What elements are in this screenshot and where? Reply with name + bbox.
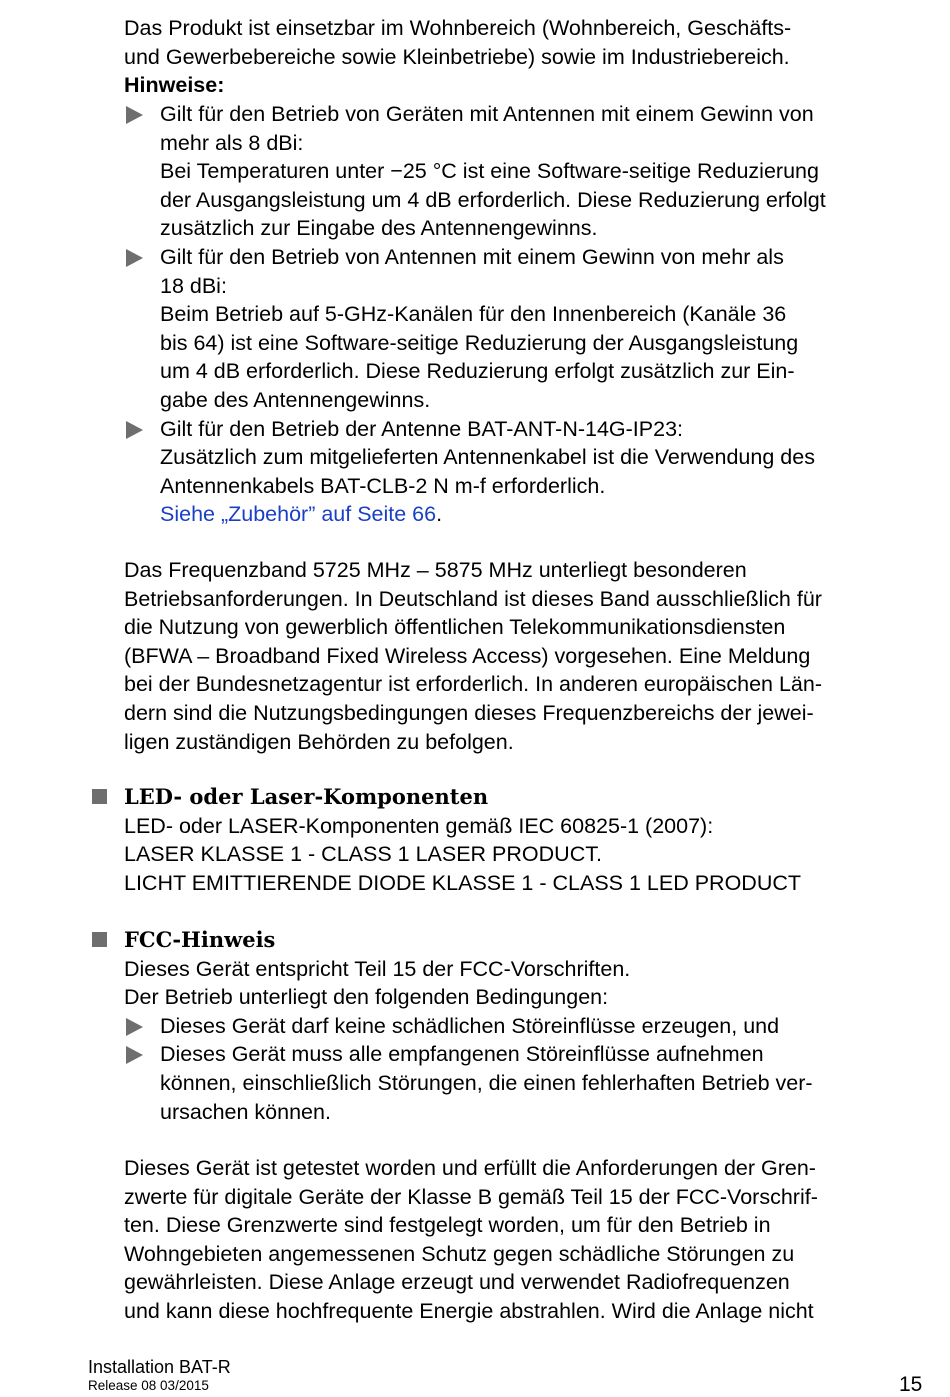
hinweis-line: Bei Temperaturen unter −25 °C ist eine Software-seitige Reduzierung [160,159,819,184]
fcc-line: Der Betrieb unterliegt den folgenden Bedingungen: [124,985,609,1010]
square-bullet-icon [92,932,107,947]
hinweis-line: um 4 dB erforderlich. Diese Reduzierung erfolgt zusätzlich zur Ein- [160,359,795,384]
page-footer [88,1356,231,1394]
hinweis-line: 18 dBi: [160,273,227,298]
led-line: LICHT EMITTIERENDE DIODE KLASSE 1 - CLASS 1 LED PRODUCT [124,870,802,895]
paragraph-line: Wohngebieten angemessenen Schutz gegen schädliche Störungen zu [124,1241,795,1266]
triangle-bullet-icon [126,106,143,124]
hinweis-line: zusätzlich zur Eingabe des Antennengewinns. [160,216,598,241]
cross-reference-line [160,500,924,529]
paragraph-line: ten. Diese Grenzwerte sind festgelegt worden, um für den Betrieb in [124,1213,771,1238]
hinweis-line: bis 64) ist eine Software-seitige Reduzierung der Ausgangsleistung [160,330,799,355]
hinweis-line: Antennenkabels BAT-CLB-2 N m-f erforderlich. [160,473,606,498]
hinweise-label: Hinweise: [124,73,225,98]
led-section [124,783,924,897]
link-suffix: . [436,502,443,527]
hinweis-line: Beim Betrieb auf 5-GHz-Kanälen für den Innenbereich (Kanäle 36 [160,302,787,327]
square-bullet-icon [92,789,107,804]
frequency-paragraph [124,556,924,756]
paragraph-line: ligen zuständigen Behörden zu befolgen. [124,729,514,754]
intro-line: und Gewerbebereiche sowie Kleinbetriebe) sowie im Industriebereich. [124,44,790,69]
footer-release: Release 08 03/2015 [88,1378,209,1393]
paragraph-line: und kann diese hochfrequente Energie abstrahlen. Wird die Anlage nicht [124,1298,814,1323]
triangle-bullet-icon [126,421,143,439]
page-number: 15 [899,1373,923,1396]
hinweis-line: der Ausgangsleistung um 4 dB erforderlich. Diese Reduzierung erfolgt [160,187,826,212]
paragraph-line: zwerte für digitale Geräte der Klasse B gemäß Teil 15 der FCC-Vorschrif- [124,1184,818,1209]
footer-title: Installation BAT-R [88,1357,231,1377]
hinweis-item [124,100,924,243]
paragraph-line: Betriebsanforderungen. In Deutschland ist dieses Band ausschließlich für [124,586,822,611]
hinweis-line: Gilt für den Betrieb von Geräten mit Antennen mit einem Gewinn von [160,102,814,126]
triangle-bullet-icon [126,1046,143,1064]
hinweis-line: Zusätzlich zum mitgelieferten Antennenkabel ist die Verwendung des [160,445,815,470]
section-title: LED- oder Laser-Komponenten [124,784,489,809]
fcc-condition-line: Dieses Gerät muss alle empfangenen Störeinflüsse aufnehmen [160,1042,764,1067]
paragraph-line: Das Frequenzband 5725 MHz – 5875 MHz unterliegt besonderen [124,558,747,582]
triangle-bullet-icon [126,249,143,267]
fcc-condition-line: können, einschließlich Störungen, die einen fehlerhaften Betrieb ver- [160,1070,813,1095]
zubehoer-link[interactable]: Siehe „Zubehör” auf Seite 66 [160,502,437,527]
intro-block [124,14,924,100]
fcc-section-heading [124,926,924,955]
led-section-heading [124,783,924,812]
hinweis-line: gabe des Antennengewinns. [160,387,431,412]
fcc-condition-line: ursachen können. [160,1099,331,1124]
fcc-paragraph [124,1154,924,1326]
paragraph-line: bei der Bundesnetzagentur ist erforderlich. In anderen europäischen Län- [124,672,823,697]
hinweis-item [124,243,924,415]
fcc-condition-line: Dieses Gerät darf keine schädlichen Störeinflüsse erzeugen, und [160,1013,780,1038]
hinweise-list [124,100,924,529]
hinweis-line: mehr als 8 dBi: [160,130,304,155]
paragraph-line: Dieses Gerät ist getestet worden und erfüllt die Anforderungen der Gren- [124,1156,816,1180]
paragraph-line: die Nutzung von gewerblich öffentlichen Telekommunikationsdiensten [124,615,786,640]
fcc-condition-item [124,1040,924,1126]
hinweis-line: Gilt für den Betrieb der Antenne BAT-ANT-N-14G-IP23: [160,416,684,441]
fcc-line: Dieses Gerät entspricht Teil 15 der FCC-Vorschriften. [124,956,631,981]
paragraph-line: gewährleisten. Diese Anlage erzeugt und verwendet Radiofrequenzen [124,1270,790,1295]
paragraph-line: (BFWA – Broadband Fixed Wireless Access) vorgesehen. Eine Meldung [124,643,811,668]
paragraph-line: dern sind die Nutzungsbedingungen dieses Frequenzbereichs der jewei- [124,700,814,725]
fcc-section [124,926,924,1126]
triangle-bullet-icon [126,1018,143,1036]
intro-line: Das Produkt ist einsetzbar im Wohnbereich (Wohnbereich, Geschäfts- [124,16,792,40]
hinweis-item [124,415,924,529]
hinweis-line: Gilt für den Betrieb von Antennen mit einem Gewinn von mehr als [160,244,784,269]
fcc-condition-item [124,1012,924,1041]
led-line: LED- oder LASER-Komponenten gemäß IEC 60825-1 (2007): [124,813,714,838]
section-title: FCC-Hinweis [124,927,276,952]
led-line: LASER KLASSE 1 - CLASS 1 LASER PRODUCT. [124,842,602,867]
